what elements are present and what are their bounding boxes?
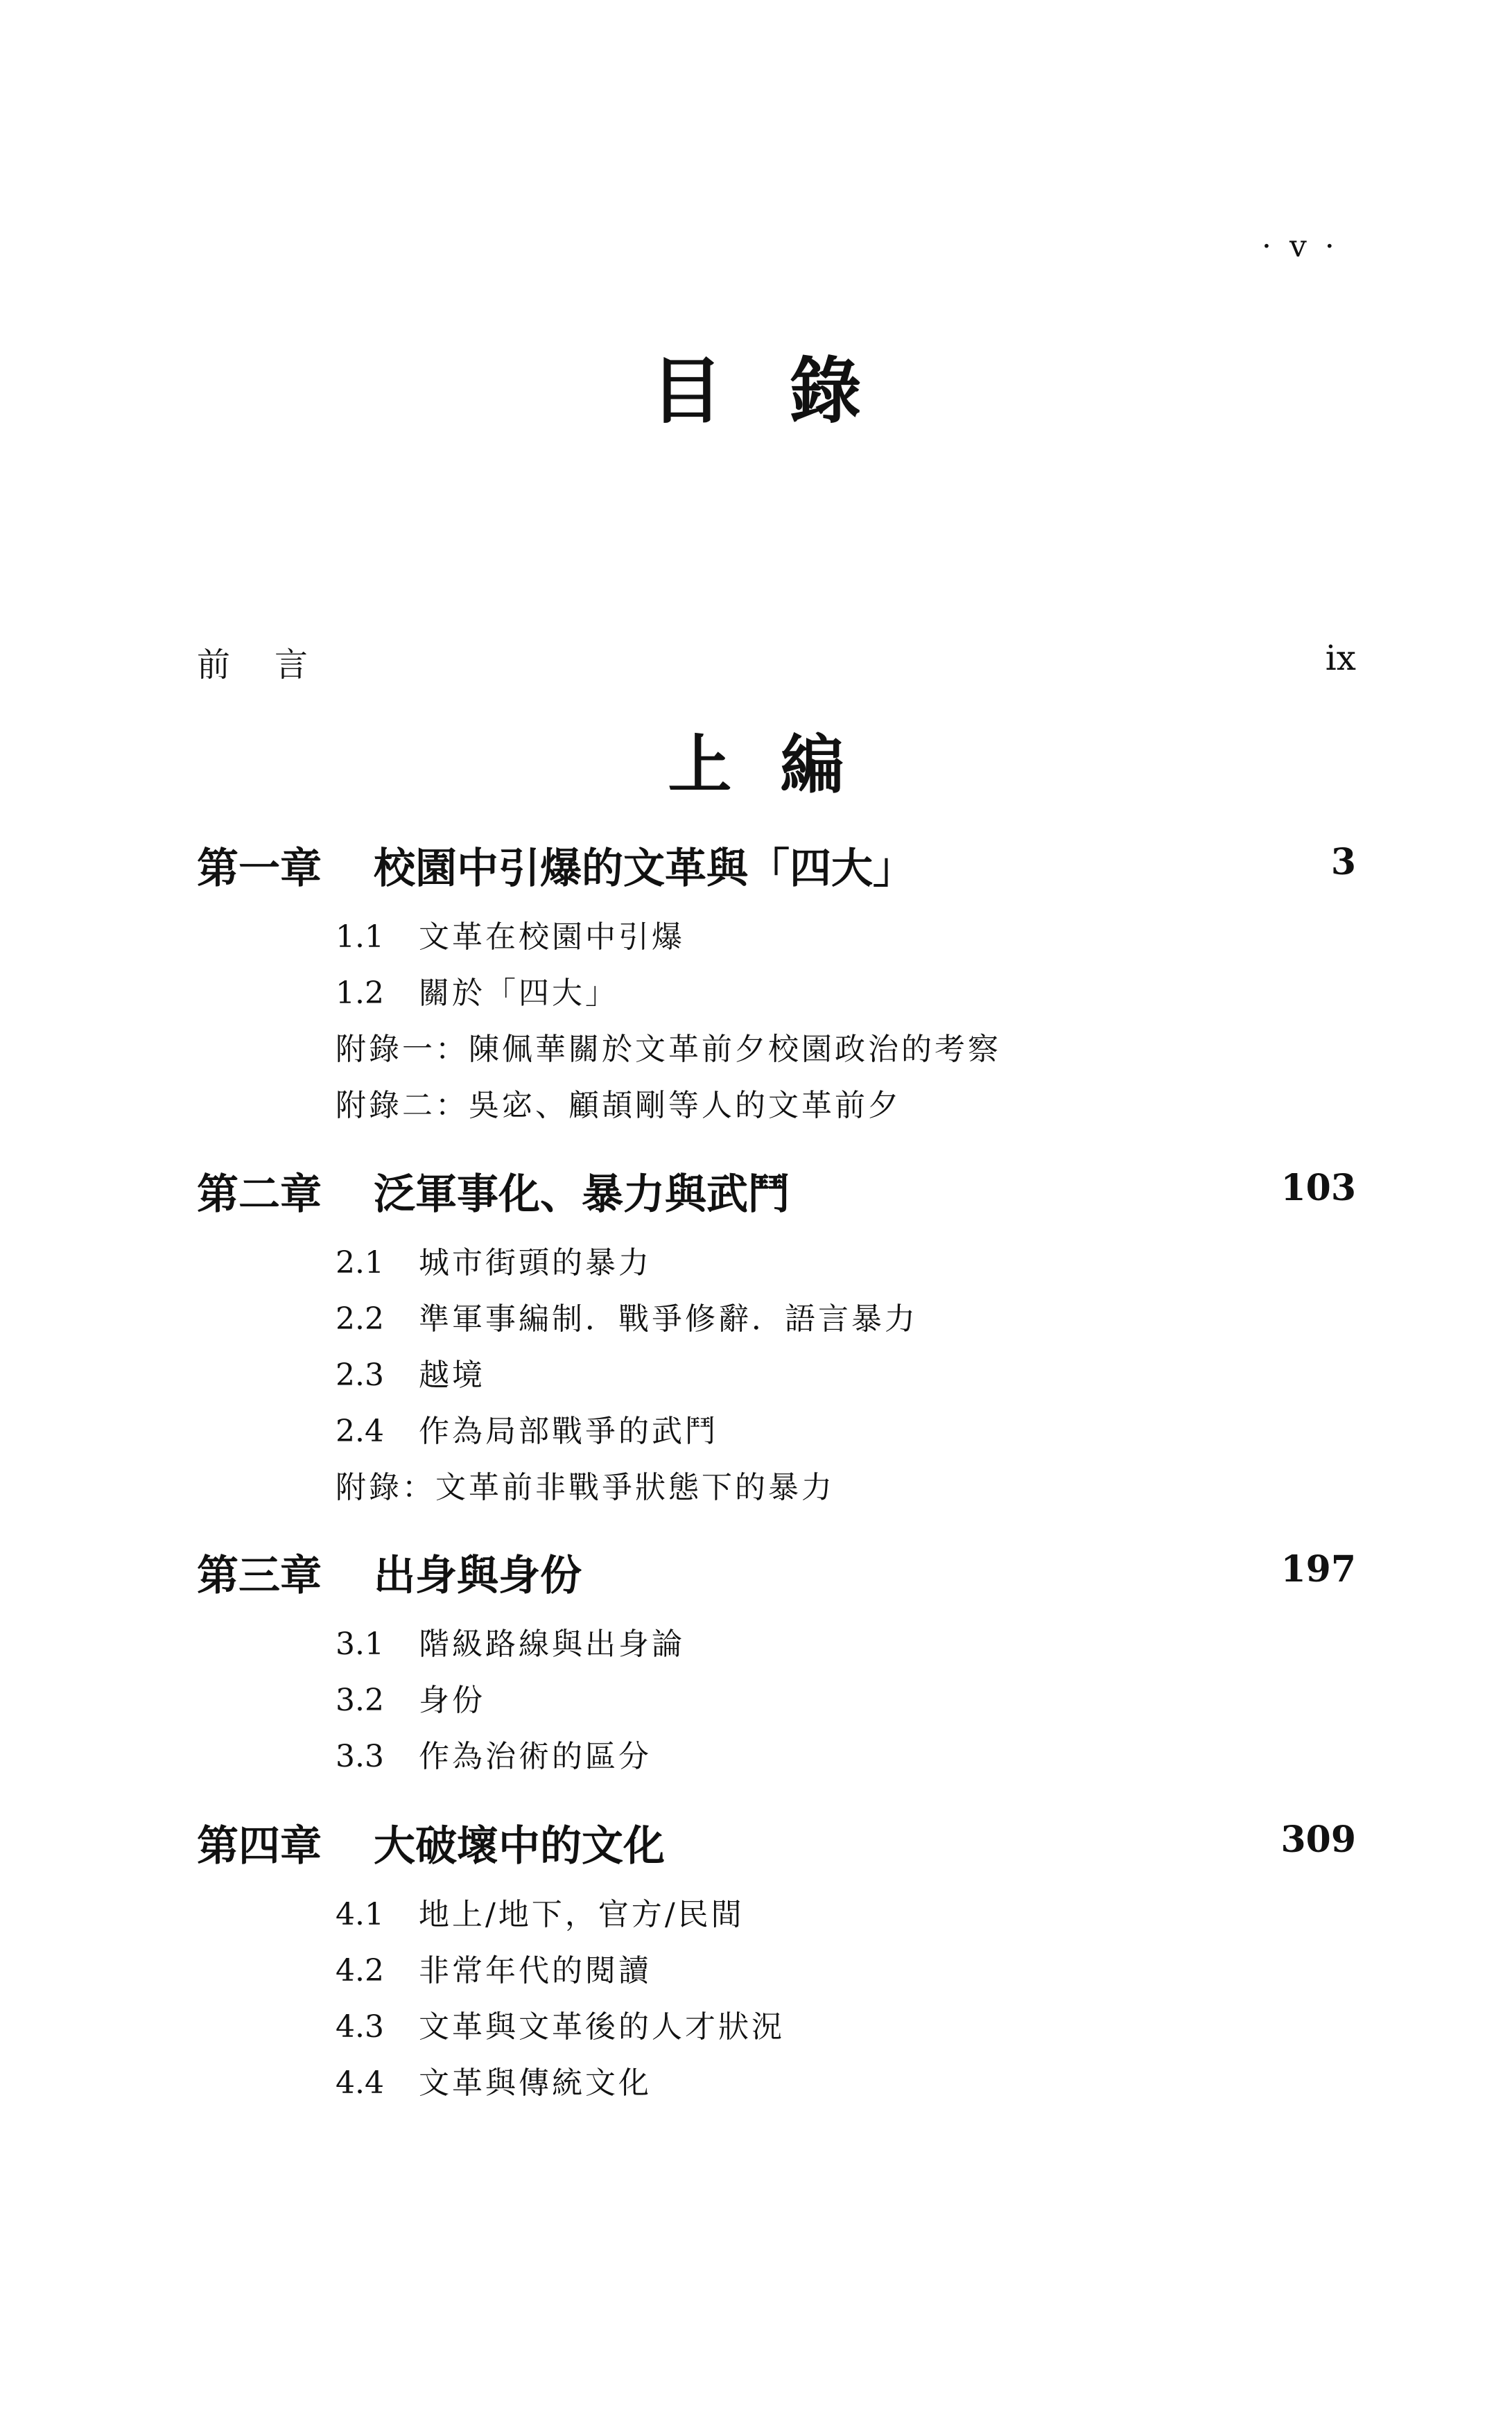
- chapter-number: 第四章: [197, 1822, 322, 1871]
- part-title: 上編: [668, 727, 893, 802]
- section-item[interactable]: [336, 1945, 1356, 2002]
- preface-page: ix: [1325, 638, 1356, 678]
- section-item[interactable]: [336, 2002, 1356, 2058]
- section-title: 非常年代的閱讀: [419, 1953, 652, 1988]
- section-number: 3.3: [336, 1739, 384, 1774]
- section-title: 階級路線與出身論: [419, 1627, 685, 1662]
- section-number: 4.4: [336, 2065, 384, 2101]
- section-title: 作為局部戰爭的武鬥: [419, 1414, 718, 1449]
- section-number: 2.1: [336, 1245, 384, 1281]
- chapter-page: 309: [1280, 1819, 1356, 1861]
- chapter-number: 第二章: [197, 1170, 322, 1219]
- chapter-4[interactable]: [197, 1813, 1356, 2114]
- section-item[interactable]: [336, 1294, 1356, 1350]
- section-number: 2.3: [336, 1358, 384, 1393]
- chapter-number: 第一章: [197, 844, 322, 893]
- section-number: 4.2: [336, 1953, 384, 1988]
- section-title: 準軍事編制．戰爭修辭．語言暴力: [419, 1301, 918, 1337]
- chapter-2[interactable]: [197, 1161, 1356, 1518]
- section-item[interactable]: [336, 1406, 1356, 1462]
- section-title: 文革與文革後的人才狀況: [419, 2009, 785, 2045]
- section-item[interactable]: [336, 1731, 1356, 1787]
- section-number: 4.3: [336, 2009, 384, 2045]
- chapter-title: 出身與身份: [374, 1552, 582, 1600]
- appendix-item[interactable]: [336, 1024, 1356, 1080]
- section-title: 身份: [419, 1683, 485, 1718]
- chapter-page: 103: [1280, 1167, 1356, 1209]
- appendix-title: 附錄：文革前非戰爭狀態下的暴力: [336, 1470, 835, 1505]
- section-item[interactable]: [336, 1350, 1356, 1406]
- section-item[interactable]: [336, 1675, 1356, 1731]
- section-item[interactable]: [336, 1238, 1356, 1294]
- section-title: 文革與傳統文化: [419, 2065, 652, 2101]
- section-title: 地上/地下，官方/民間: [419, 1897, 745, 1932]
- section-title: 關於「四大」: [419, 975, 618, 1011]
- section-item[interactable]: [336, 1619, 1356, 1675]
- section-number: 1.1: [336, 919, 384, 955]
- section-item[interactable]: [336, 2058, 1356, 2114]
- section-number: 3.2: [336, 1683, 384, 1718]
- section-number: 2.4: [336, 1414, 384, 1449]
- section-title: 城市街頭的暴力: [419, 1245, 652, 1281]
- chapter-number: 第三章: [197, 1552, 322, 1600]
- appendix-title: 附錄一：陳佩華關於文革前夕校園政治的考察: [336, 1032, 1001, 1067]
- section-number: 2.2: [336, 1301, 384, 1337]
- chapter-title: 泛軍事化、暴力與武鬥: [374, 1170, 790, 1219]
- appendix-item[interactable]: [336, 1080, 1356, 1136]
- chapter-page: 197: [1280, 1548, 1356, 1590]
- section-item[interactable]: [336, 968, 1356, 1024]
- section-number: 3.1: [336, 1627, 384, 1662]
- chapter-title: 大破壞中的文化: [374, 1822, 665, 1871]
- preface-label: 前言: [197, 645, 353, 684]
- section-number: 1.2: [336, 975, 384, 1011]
- chapter-title: 校園中引爆的文革與「四大」: [374, 844, 914, 893]
- section-title: 作為治術的區分: [419, 1739, 652, 1774]
- section-title: 文革在校園中引爆: [419, 919, 685, 955]
- section-title: 越境: [419, 1358, 485, 1393]
- section-number: 4.1: [336, 1897, 384, 1932]
- chapter-1[interactable]: [197, 835, 1356, 1136]
- chapter-3[interactable]: [197, 1543, 1356, 1787]
- appendix-title: 附錄二：吳宓、顧頡剛等人的文革前夕: [336, 1088, 901, 1123]
- section-item[interactable]: [336, 912, 1356, 968]
- appendix-item[interactable]: [336, 1462, 1356, 1518]
- page-number: · v ·: [1262, 229, 1339, 264]
- chapter-page: 3: [1330, 841, 1356, 883]
- page-title: 目錄: [650, 348, 928, 433]
- preface-entry[interactable]: [197, 638, 1356, 693]
- section-item[interactable]: [336, 1889, 1356, 1945]
